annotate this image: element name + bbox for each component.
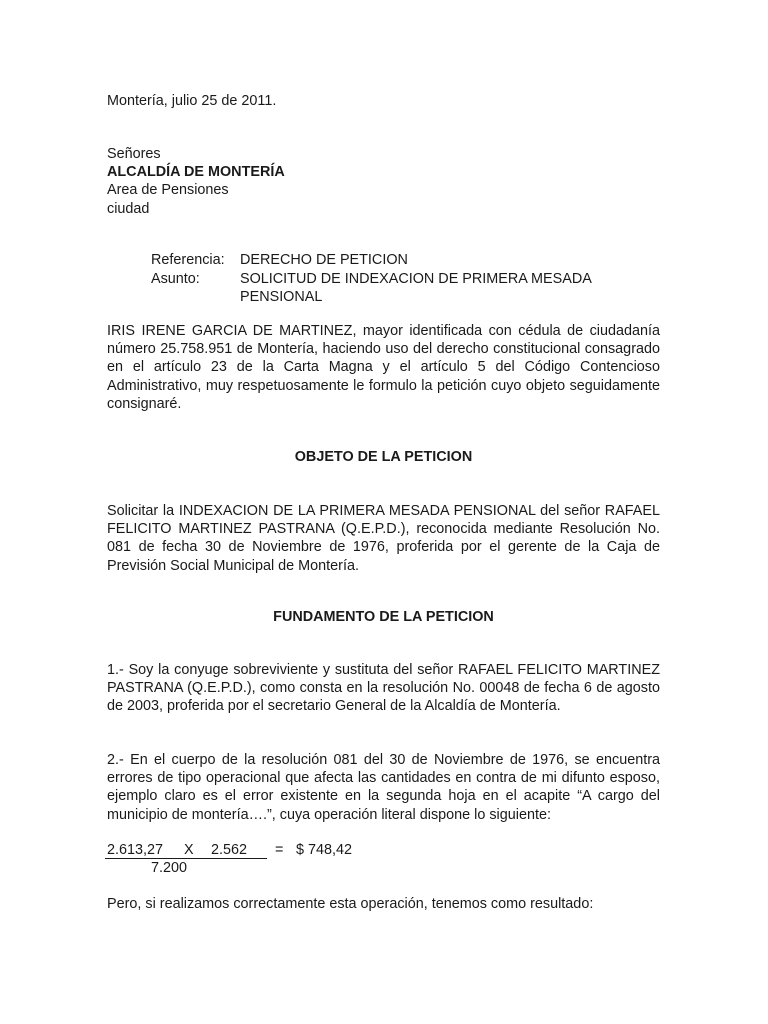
object-paragraph: Solicitar la INDEXACION DE LA PRIMERA MESADA PENSIONAL del señor RAFAEL FELICITO MARTINEZ PASTRANA (Q.E.P.D.), reconocida mediante Resolución No. 081 de fecha 30 de Noviembre de 1976, proferida por el gerente de la Caja de Previsión Social Municipal de Montería. [107,503,660,574]
recipient-salutation: Señores [107,146,161,162]
intro-paragraph: IRIS IRENE GARCIA DE MARTINEZ, mayor identificada con cédula de ciudadanía número 25.758.951 de Montería, haciendo uso del derecho constitucional consagrado en el artículo 23 de la Carta Magna y el artículo 5 del Código Contencioso Administrativo, muy respetuosamente le formulo la petición cuyo objeto seguidamente consignaré. [107,323,660,412]
calc-result: $ 748,42 [296,842,353,858]
place-date: Montería, julio 25 de 2011. [107,93,277,109]
calc-operator: X [184,842,194,858]
recipient-entity: ALCALDÍA DE MONTERÍA [107,164,285,180]
section-title-basis: FUNDAMENTO DE LA PETICION [273,609,494,625]
calc-operand-b: 2.562 [211,842,248,858]
subject-value: SOLICITUD DE INDEXACION DE PRIMERA MESADA PENSIONAL [240,271,592,305]
reference-value: DERECHO DE PETICION [240,252,408,268]
section-title-object: OBJETO DE LA PETICION [294,449,473,465]
recipient-department: Area de Pensiones [107,182,229,198]
calc-operand-a: 2.613,27 [107,842,164,858]
basis-point-2: 2.- En el cuerpo de la resolución 081 del 30 de Noviembre de 1976, se encuentra errores de tipo operacional que afecta las cantidades en contra de mi difunto esposo, ejemplo claro es el error existente en la segunda hoja en el acapite “A cargo del municipio de montería….”, cuya operación literal dispone lo siguiente: [107,752,660,823]
calc-divisor: 7.200 [151,860,188,876]
calc-equals: = [275,842,284,858]
recipient-city: ciudad [107,201,150,217]
subject-label: Asunto: [151,271,200,287]
closing-line: Pero, si realizamos correctamente esta operación, tenemos como resultado: [107,896,594,912]
reference-label: Referencia: [151,252,225,268]
basis-point-1: 1.- Soy la conyuge sobreviviente y sustituta del señor RAFAEL FELICITO MARTINEZ PASTRANA (Q.E.P.D.), como consta en la resolución No. 00048 de fecha 6 de agosto de 2003, proferida por el secretario General de la Alcaldía de Montería. [107,662,660,715]
